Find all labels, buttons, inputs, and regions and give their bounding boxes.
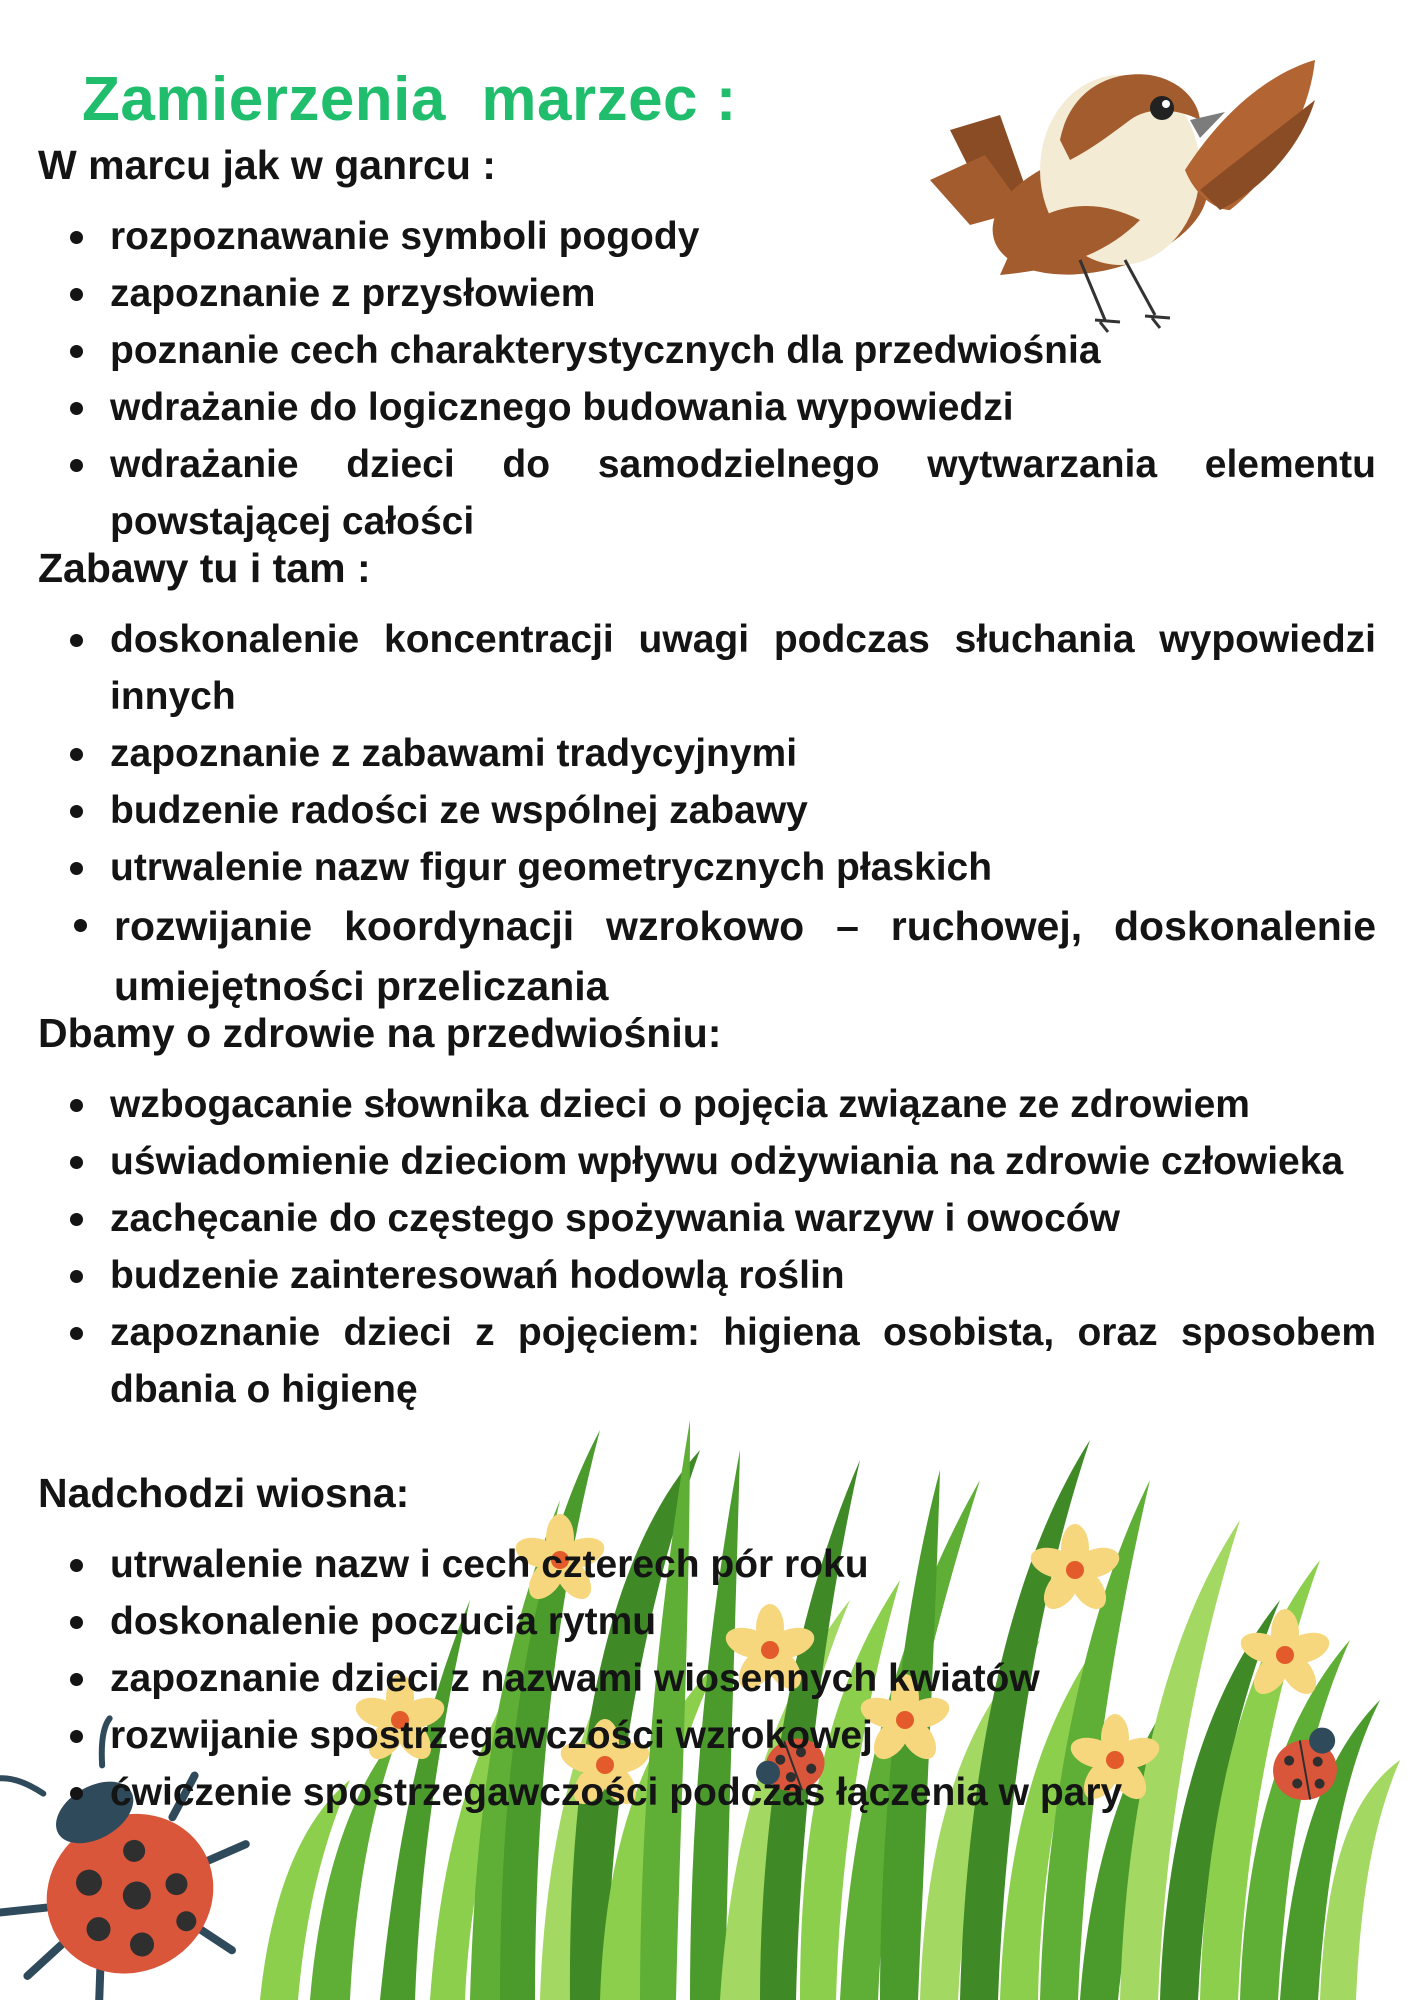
section-heading-marzec: W marcu jak w ganrcu : (38, 142, 496, 188)
page-title: Zamierzenia marzec : (82, 65, 737, 134)
section-heading-wiosna: Nadchodzi wiosna: (38, 1470, 410, 1516)
list-item: budzenie zainteresowań hodowlą roślin (0, 1247, 1376, 1304)
list-item: zapoznanie z przysłowiem (0, 265, 1376, 322)
list-item: wdrażanie dzieci do samodzielnego wytwarzania elementu powstającej całości (0, 436, 1376, 550)
list-item: rozpoznawanie symboli pogody (0, 208, 1376, 265)
section-list-marzec (0, 208, 1414, 550)
list-item: utrwalenie nazw i cech czterech pór roku (0, 1536, 1376, 1593)
list-item: zachęcanie do częstego spożywania warzyw i owoców (0, 1190, 1376, 1247)
list-item: wzbogacanie słownika dzieci o pojęcia związane ze zdrowiem (0, 1076, 1376, 1133)
section-heading-zdrowie: Dbamy o zdrowie na przedwiośniu: (38, 1010, 722, 1056)
section-heading-zabawy: Zabawy tu i tam : (38, 545, 371, 591)
list-item: rozwijanie koordynacji wzrokowo – ruchowej, doskonalenie umiejętności przeliczania (0, 896, 1376, 1016)
list-item: zapoznanie dzieci z pojęciem: higiena osobista, oraz sposobem dbania o higienę (0, 1304, 1376, 1418)
list-item: poznanie cech charakterystycznych dla przedwiośnia (0, 322, 1376, 379)
list-item: uświadomienie dzieciom wpływu odżywiania na zdrowie człowieka (0, 1133, 1376, 1190)
list-item: zapoznanie z zabawami tradycyjnymi (0, 725, 1376, 782)
list-item: zapoznanie dzieci z nazwami wiosennych kwiatów (0, 1650, 1376, 1707)
list-item: budzenie radości ze wspólnej zabawy (0, 782, 1376, 839)
list-item: doskonalenie koncentracji uwagi podczas słuchania wypowiedzi innych (0, 611, 1376, 725)
list-item: utrwalenie nazw figur geometrycznych płaskich (0, 839, 1376, 896)
list-item: rozwijanie spostrzegawczości wzrokowej (0, 1707, 1376, 1764)
section-list-zabawy (0, 611, 1414, 1016)
list-item: doskonalenie poczucia rytmu (0, 1593, 1376, 1650)
section-list-zdrowie (0, 1076, 1414, 1418)
list-item: ćwiczenie spostrzegawczości podczas łączenia w pary (0, 1764, 1376, 1821)
list-item: wdrażanie do logicznego budowania wypowiedzi (0, 379, 1376, 436)
section-list-wiosna (0, 1536, 1414, 1821)
